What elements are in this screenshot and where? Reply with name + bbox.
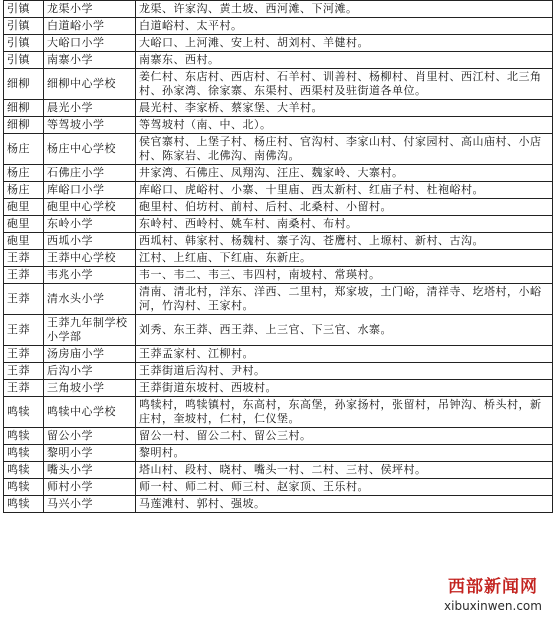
areas-cell: 晨光村、李家桥、蔡家堡、大羊村。 (136, 100, 553, 117)
table-row (4, 1, 553, 18)
table-body (4, 1, 553, 513)
school-cell: 石佛庄小学 (44, 165, 136, 182)
town-cell: 砲里 (4, 216, 44, 233)
areas-cell: 东岭村、西岭村、姚车村、南桑村、布村。 (136, 216, 553, 233)
town-cell: 引镇 (4, 18, 44, 35)
watermark-url: xibuxinwen.com (444, 599, 542, 613)
town-cell: 鸣犊 (4, 462, 44, 479)
school-cell: 后沟小学 (44, 363, 136, 380)
areas-cell: 库峪口、虎峪村、小寨、十里庙、西太新村、红庙子村、杜袍峪村。 (136, 182, 553, 199)
school-cell: 白道峪小学 (44, 18, 136, 35)
table-row (4, 267, 553, 284)
town-cell: 王莽 (4, 250, 44, 267)
areas-cell: 西坬村、韩家村、杨魏村、寨子沟、苍鹰村、上塬村、新村、古沟。 (136, 233, 553, 250)
school-cell: 马兴小学 (44, 496, 136, 513)
areas-cell: 侯官寨村、上堡子村、杨庄村、官沟村、李家山村、付家园村、高山庙村、小店村、陈家岩、北佛沟、南佛沟。 (136, 134, 553, 165)
town-cell: 引镇 (4, 1, 44, 18)
town-cell: 王莽 (4, 267, 44, 284)
areas-cell: 黎明村。 (136, 445, 553, 462)
table-row (4, 216, 553, 233)
town-cell: 王莽 (4, 346, 44, 363)
table-row (4, 134, 553, 165)
table-row (4, 397, 553, 428)
areas-cell: 韦一、韦二、韦三、韦四村，南坡村、常瑛村。 (136, 267, 553, 284)
town-cell: 鸣犊 (4, 445, 44, 462)
table-row (4, 363, 553, 380)
areas-cell: 江村、上红庙、下红庙、东新庄。 (136, 250, 553, 267)
town-cell: 王莽 (4, 363, 44, 380)
school-cell: 韦兆小学 (44, 267, 136, 284)
town-cell: 鸣犊 (4, 496, 44, 513)
school-district-table (3, 0, 553, 513)
town-cell: 砲里 (4, 199, 44, 216)
school-cell: 库峪口小学 (44, 182, 136, 199)
school-cell: 杨庄中心学校 (44, 134, 136, 165)
areas-cell: 王莽孟家村、江柳村。 (136, 346, 553, 363)
areas-cell: 姜仁村、东店村、西店村、石羊村、训善村、杨柳村、肖里村、西江村、北三角村、孙家湾、徐家寨、东渠村、西渠村及驻街道各单位。 (136, 69, 553, 100)
areas-cell: 南寨东、西村。 (136, 52, 553, 69)
areas-cell: 师一村、师二村、师三村、赵家顶、王乐村。 (136, 479, 553, 496)
town-cell: 杨庄 (4, 134, 44, 165)
town-cell: 细柳 (4, 100, 44, 117)
areas-cell: 王莽街道后沟村、尹村。 (136, 363, 553, 380)
table-row (4, 233, 553, 250)
town-cell: 鸣犊 (4, 428, 44, 445)
school-cell: 鸣犊中心学校 (44, 397, 136, 428)
areas-cell: 等驾坡村（南、中、北）。 (136, 117, 553, 134)
school-cell: 晨光小学 (44, 100, 136, 117)
town-cell: 鸣犊 (4, 479, 44, 496)
areas-cell: 龙渠、许家沟、黄土坡、西河滩、下河滩。 (136, 1, 553, 18)
school-cell: 西坬小学 (44, 233, 136, 250)
watermark (432, 576, 554, 620)
table-row (4, 100, 553, 117)
town-cell: 引镇 (4, 35, 44, 52)
table-row (4, 479, 553, 496)
table-row (4, 462, 553, 479)
table-row (4, 496, 553, 513)
table-row (4, 380, 553, 397)
town-cell: 鸣犊 (4, 397, 44, 428)
school-cell: 清水头小学 (44, 284, 136, 315)
table-row (4, 18, 553, 35)
town-cell: 杨庄 (4, 182, 44, 199)
areas-cell: 清南、清北村，洋东、洋西、二里村，郑家坡，土门峪，清祥寺、圪塔村，小峪河，竹沟村、王家村。 (136, 284, 553, 315)
school-cell: 大峪口小学 (44, 35, 136, 52)
school-cell: 南寨小学 (44, 52, 136, 69)
table-row (4, 284, 553, 315)
areas-cell: 鸣犊村，鸣犊镇村，东高村，东高堡，孙家扬村，张留村，吊钟沟、桥头村，新庄村，奎坡村，仁村，仁仪堡。 (136, 397, 553, 428)
school-cell: 东岭小学 (44, 216, 136, 233)
town-cell: 王莽 (4, 315, 44, 346)
table-row (4, 199, 553, 216)
table-row (4, 165, 553, 182)
table-row (4, 69, 553, 100)
town-cell: 细柳 (4, 69, 44, 100)
school-cell: 王莽中心学校 (44, 250, 136, 267)
areas-cell: 留公一村、留公二村、留公三村。 (136, 428, 553, 445)
school-cell: 王莽九年制学校小学部 (44, 315, 136, 346)
school-cell: 黎明小学 (44, 445, 136, 462)
school-cell: 等驾坡小学 (44, 117, 136, 134)
school-cell: 细柳中心学校 (44, 69, 136, 100)
areas-cell: 马莲滩村、郭村、强坡。 (136, 496, 553, 513)
table-row (4, 250, 553, 267)
areas-cell: 刘秀、东王莽、西王莽、上三官、下三官、水寨。 (136, 315, 553, 346)
town-cell: 杨庄 (4, 165, 44, 182)
town-cell: 王莽 (4, 380, 44, 397)
school-cell: 砲里中心学校 (44, 199, 136, 216)
table-row (4, 117, 553, 134)
areas-cell: 塔山村、段村、晓村、嘴头一村、二村、三村、侯坪村。 (136, 462, 553, 479)
areas-cell: 王莽街道东坡村、西坡村。 (136, 380, 553, 397)
school-cell: 留公小学 (44, 428, 136, 445)
table-row (4, 445, 553, 462)
areas-cell: 大峪口、上河滩、安上村、胡刘村、羊健村。 (136, 35, 553, 52)
town-cell: 王莽 (4, 284, 44, 315)
table-row (4, 346, 553, 363)
table-row (4, 35, 553, 52)
town-cell: 细柳 (4, 117, 44, 134)
school-cell: 龙渠小学 (44, 1, 136, 18)
areas-cell: 白道峪村、太平村。 (136, 18, 553, 35)
table-row (4, 52, 553, 69)
table-row (4, 182, 553, 199)
table-row (4, 428, 553, 445)
town-cell: 引镇 (4, 52, 44, 69)
areas-cell: 砲里村、伯坊村、前村、后村、北桑村、小留村。 (136, 199, 553, 216)
school-cell: 嘴头小学 (44, 462, 136, 479)
school-cell: 师村小学 (44, 479, 136, 496)
watermark-logo: 西部新闻网 (448, 577, 538, 597)
school-cell: 汤房庙小学 (44, 346, 136, 363)
table-row (4, 315, 553, 346)
school-cell: 三角坡小学 (44, 380, 136, 397)
town-cell: 砲里 (4, 233, 44, 250)
areas-cell: 井家湾、石佛庄、凤翔沟、汪庄、魏家岭、大寨村。 (136, 165, 553, 182)
